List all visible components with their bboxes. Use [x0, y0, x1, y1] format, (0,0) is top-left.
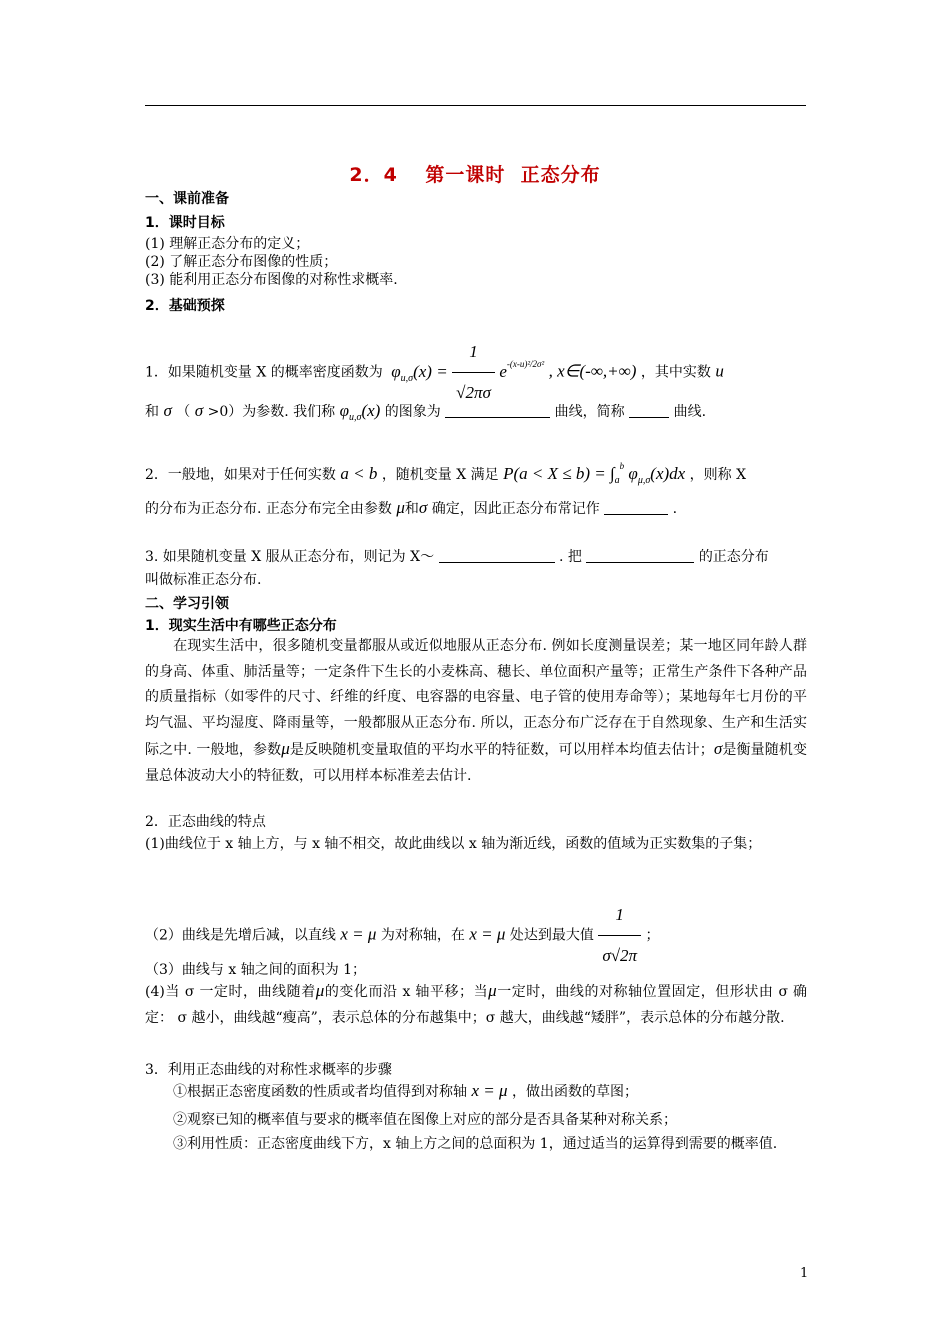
- f2-text-d: ；: [645, 927, 660, 944]
- q2-text-a: 2．一般地，如果对于任何实数: [145, 467, 336, 483]
- q1-text-d: （: [176, 404, 191, 420]
- q1-text-f: 的图象为: [384, 404, 441, 420]
- step-1: ①根据正态密度函数的性质或者均值得到对称轴 x = μ ，做出函数的草图；: [173, 1081, 638, 1100]
- q1-text-h: 曲线.: [673, 404, 707, 420]
- section-heading-2: 二、学习引领: [145, 596, 229, 612]
- goal-3: (3) 能利用正态分布图像的对称性求概率.: [145, 272, 398, 288]
- page-title: 2．4 第一课时 正态分布: [349, 164, 601, 186]
- f4-text-c: 一定时，曲线的对称轴位置固定，但形状由 σ 确定： σ 越小，曲线越“瘦高”，表示总体的分布越集中；σ 越大，曲线越“矮胖”，表示总体的分布越分散.: [145, 984, 807, 1026]
- goal-2: (2) 了解正态分布图像的性质；: [145, 254, 338, 270]
- subheading-real-life: 1．现实生活中有哪些正态分布: [145, 618, 337, 634]
- f4-text-b: 的变化而沿 x 轴平移；当: [324, 984, 489, 1000]
- question-2-line-2: 的分布为正态分布. 正态分布完全由参数 μ和σ 确定，因此正态分布常记作 .: [145, 498, 678, 517]
- subheading-curve-features: 2．正态曲线的特点: [145, 814, 266, 830]
- blank-distribution[interactable]: [439, 548, 555, 563]
- section-heading-1: 一、课前准备: [145, 191, 229, 207]
- p1-text-c: 是衡量随机变量总体波动大小的特征数，可以用样本标准差去估计.: [145, 742, 808, 784]
- q1-text-b: ，其中实数: [640, 364, 711, 381]
- step-2: ②观察已知的概率值与要求的概率值在图像上对应的部分是否具备某种对称关系；: [173, 1112, 677, 1128]
- feature-1: (1)曲线位于 x 轴上方，与 x 轴不相交，故此曲线以 x 轴为渐近线，函数的值域为正实数集的子集；: [145, 836, 762, 852]
- q2-text-c: ，则称 X: [689, 467, 747, 483]
- subheading-steps: 3．利用正态曲线的对称性求概率的步骤: [145, 1062, 392, 1078]
- question-3-line-2: 叫做标准正态分布.: [145, 572, 262, 588]
- q3-text-c: 的正态分布: [698, 549, 769, 565]
- q2-text-e: 确定，因此正态分布常记作: [431, 501, 600, 517]
- step3-text: ③利用性质：正态密度曲线下方，x 轴上方之间的总面积为 1，通过适当的运算得到需要的概率值.: [173, 1136, 778, 1152]
- density-fraction: $\frac{1}{√2\pi\sigma}$: [452, 332, 495, 413]
- q1-text-e: >0）为参数. 我们称: [207, 404, 336, 420]
- feature-4: (4)当 σ 一定时，曲线随着μ的变化而沿 x 轴平移；当μ一定时，曲线的对称轴位置固定，但形状由 σ 确定： σ 越小，曲线越“瘦高”，表示总体的分布越集中；σ 越大，曲线越“矮胖”，表示总体的分布越分散.: [145, 981, 807, 1026]
- question-1-line-2: 和 σ （ σ >0）为参数. 我们称 $\varphi_{u,\sigma}(x)$ 的图象为 曲线，简称 曲线.: [145, 401, 707, 423]
- f2-text-c: 处达到最大值: [509, 927, 594, 944]
- subheading-goals: 1．课时目标: [145, 215, 225, 231]
- feature-3: （3）曲线与 x 轴之间的面积为 1；: [145, 962, 367, 978]
- p1-text: 在现实生活中，很多随机变量都服从或近似地服从正态分布. 例如长度测量误差；某一地区同年龄人群的身高、体重、肺活量等；一定条件下生长的小麦株高、穗长、单位面积产量等；正常生产条件下各种产品的质量指标（如零件的尺寸、纤维的纤度、电容器的电容量、电子管的使用寿命等）；某地每年七月份的平均气温、平均湿度、降雨量等，一般都服从正态分布. 所以，正态分布广泛存在于自然现象、生产和生活实际之中. 一般地，参数: [145, 638, 807, 758]
- blank-curve-name[interactable]: [445, 403, 550, 418]
- max-value-fraction: $\frac{1}{\sigma√2\pi}$: [598, 895, 641, 976]
- blank-curve-short[interactable]: [629, 403, 669, 418]
- step1-text-a: ①根据正态密度函数的性质或者均值得到对称轴: [173, 1084, 467, 1100]
- question-2-line: 2．一般地，如果对于任何实数 a < b ，随机变量 X 满足 $P(a < X \le b) = \int_a^b$ $\varphi_{\mu,\sigma}(x)dx$ ，则称 X: [145, 461, 747, 486]
- paragraph-real-life: 在现实生活中，很多随机变量都服从或近似地服从正态分布. 例如长度测量误差；某一地区同年龄人群的身高、体重、肺活量等；一定条件下生长的小麦株高、穗长、单位面积产量等；正常生产条件下各种产品的质量指标（如零件的尺寸、纤维的纤度、电容器的电容量、电子管的使用寿命等）；某地每年七月份的平均气温、平均湿度、降雨量等，一般都服从正态分布. 所以，正态分布广泛存在于自然现象、生产和生活实际之中. 一般地，参数μ是反映随机变量取值的平均水平的特征数，可以用样本均值去估计；σ是衡量随机变量总体波动大小的特征数，可以用样本标准差去估计.: [145, 638, 808, 784]
- blank-standard[interactable]: [586, 548, 694, 563]
- question-3-line: [145, 548, 769, 566]
- page-number: 1: [800, 1266, 809, 1281]
- q1-text-c: 和: [145, 404, 159, 420]
- goal-1: (1) 理解正态分布的定义；: [145, 236, 310, 252]
- f2-text-b: 为对称轴，在: [380, 927, 465, 944]
- p1-text-b: 是反映随机变量取值的平均水平的特征数，可以用样本均值去估计；: [289, 742, 714, 758]
- question-1-line: 1．如果随机变量 X 的概率密度函数为 $\varphi_{u,\sigma}(x)$ = $\frac{1}{√2\pi\sigma}$ $e^{-(x-u)^2/2\sigma^2}$ , x∈(-∞,+∞) ，其中实数 u: [145, 332, 724, 378]
- f4-text-a: (4)当 σ 一定时，曲线随着: [145, 984, 316, 1000]
- q3-text-b: . 把: [559, 549, 582, 565]
- header-rule: [145, 105, 806, 106]
- q1-text-a: 1．如果随机变量 X 的概率密度函数为: [145, 364, 383, 381]
- q3-text-a: 3. 如果随机变量 X 服从正态分布，则记为 X～: [145, 549, 435, 565]
- q1-text-g: 曲线，简称: [554, 404, 625, 420]
- f2-text-a: （2）曲线是先增后减，以直线: [145, 927, 336, 944]
- step-3: [145, 1132, 807, 1158]
- q2-text-b: ，随机变量 X 满足: [381, 467, 499, 483]
- q2-text-d: 的分布为正态分布. 正态分布完全由参数: [145, 501, 392, 517]
- step1-text-b: ，做出函数的草图；: [511, 1084, 638, 1100]
- subheading-preview: 2．基础预探: [145, 298, 225, 314]
- q2-text-f: .: [672, 501, 678, 517]
- blank-notation[interactable]: [604, 500, 668, 515]
- feature-2: （2）曲线是先增后减，以直线 x = μ 为对称轴，在 x = μ 处达到最大值 $\frac{1}{\sigma√2\pi}$ ；: [145, 895, 660, 943]
